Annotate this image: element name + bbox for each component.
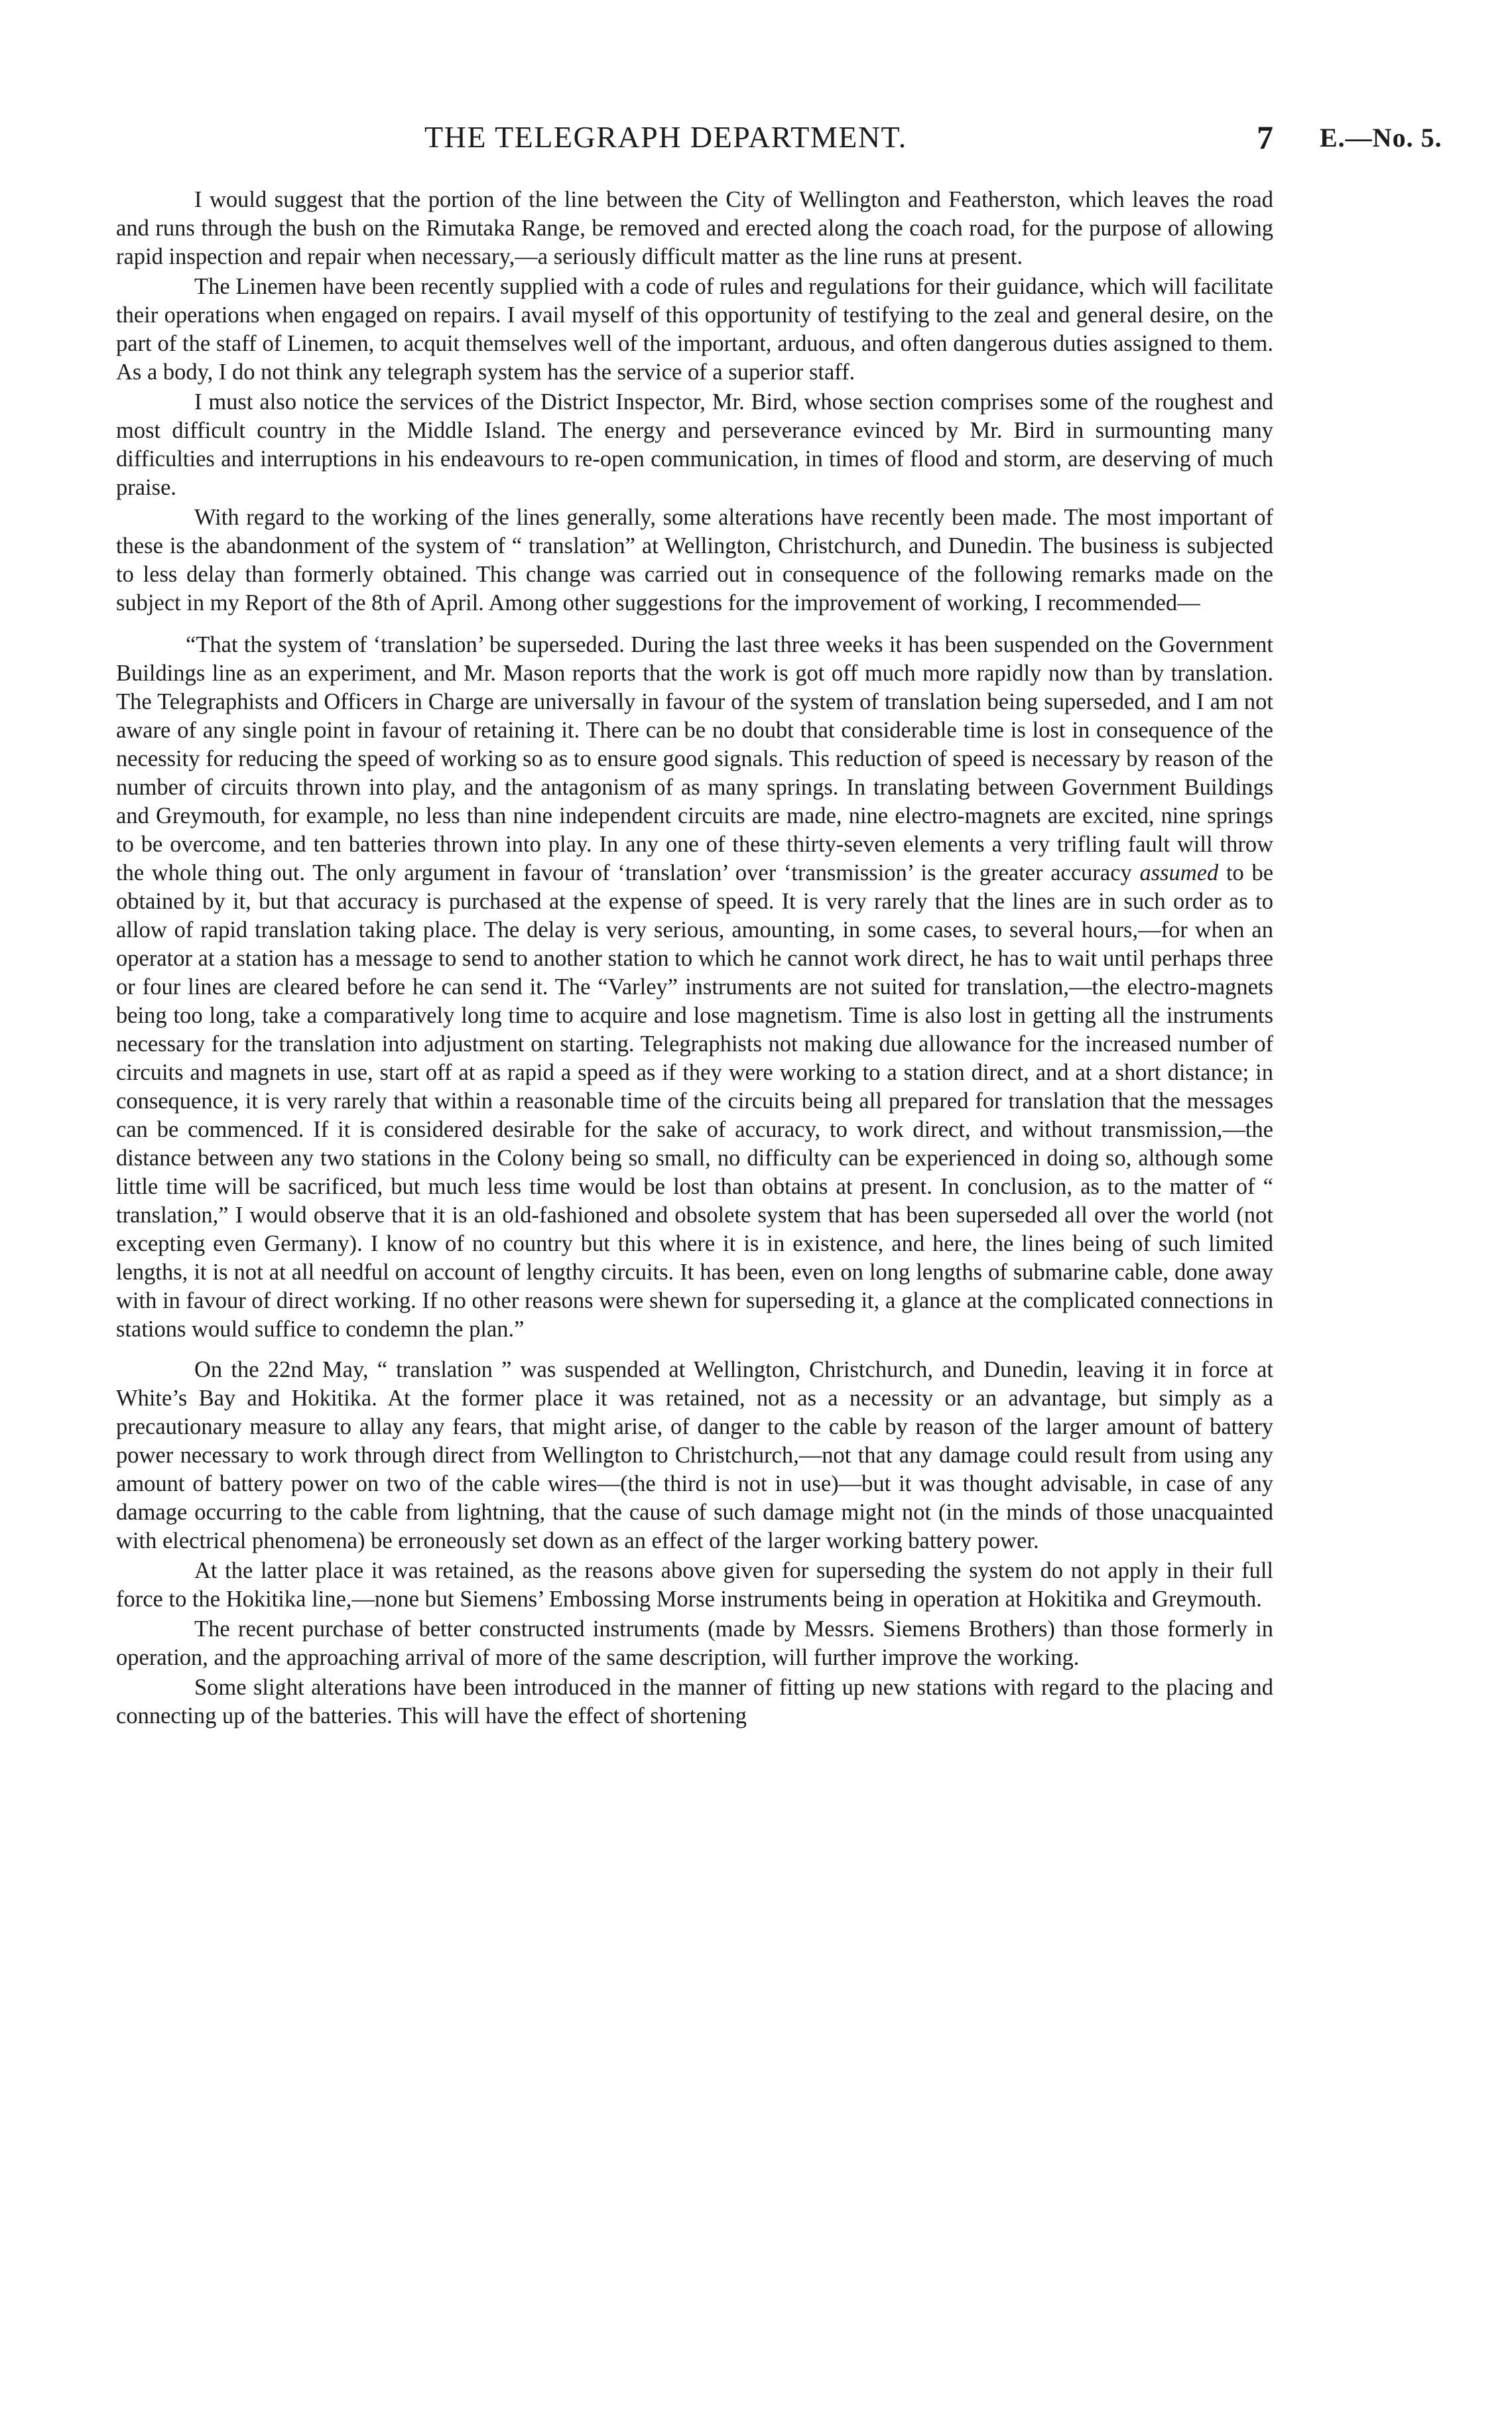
page-number: 7 [1257,119,1273,156]
paragraph-22nd-may: On the 22nd May, “ translation ” was suspended at Wellington, Christchurch, and Dunedin, leaving it in force at White’s Bay and Hokitika. At the former place it was retained, not as a necessity or an advantage, but simply as a precautionary measure to allay any fears, that might arise, of danger to the cable by reason of the larger amount of battery power necessary to work through direct from Wellington to Christchurch,—not that any damage could result from using any amount of battery power on two of the cable wires—(the third is not in use)—but it was thought advisable, in case of any damage occurring to the cable from lightning, that the cause of such damage might not (in the minds of those unacquainted with electrical phenomena) be erroneously set down as an effect of the larger working battery power. [116,1357,1273,1553]
body-text [116,186,1273,1732]
running-title: THE TELEGRAPH DEPARTMENT. [424,120,907,154]
quote-part-1: “That the system of ‘translation’ be superseded. During the last three weeks it has been suspended on the Government Buildings line as an experiment, and Mr. Mason reports that the work is got off much more rapidly now than by translation. The Telegraphists and Officers in Charge are universally in favour of the system of translation being superseded, and I am not aware of any single point in favour of retaining it. There can be no doubt that considerable time is lost in consequence of the necessity for reducing the speed of working so as to ensure good signals. This reduction of speed is necessary by reason of the number of circuits thrown into play, and the antagonism of as many springs. In translating between Government Buildings and Greymouth, for example, no less than nine independent circuits are made, nine electro-magnets are excited, nine springs to be overcome, and ten batteries thrown into play. In any one of these thirty-seven elements a very trifling fault will throw the whole thing out. The only argument in favour of ‘translation’ over ‘transmission’ is the greater accuracy [116,632,1273,885]
paragraph-working-of-lines: With regard to the working of the lines generally, some alterations have recently been made. The most important of these is the abandonment of the system of “ translation” at Wellington, Christchurch, and Dunedin. The business is subjected to less delay than formerly obtained. This change was carried out in consequence of the following remarks made on the subject in my Report of the 8th of April. Among other suggestions for the improvement of working, I recommended— [116,505,1273,616]
paragraph-district-inspector: I must also notice the services of the District Inspector, Mr. Bird, whose section comprises some of the roughest and most difficult country in the Middle Island. The energy and perseverance evinced by Mr. Bird in surmounting many difficulties and interruptions in his endeavours to re-open communication, in times of flood and storm, are deserving of much praise. [116,389,1273,500]
paragraph-siemens-instruments: The recent purchase of better constructed instruments (made by Messrs. Siemens Brothers) than those formerly in operation, and the approaching arrival of more of the same description, will further improve the working. [116,1616,1273,1670]
page-header [0,119,1512,166]
paragraph-linemen: The Linemen have been recently supplied with a code of rules and regulations for their guidance, which will facilitate their operations when engaged on repairs. I avail myself of this opportunity of testifying to the zeal and general desire, on the part of the staff of Linemen, to acquit themselves well of the important, arduous, and often dangerous duties assigned to them. As a body, I do not think any telegraph system has the service of a superior staff. [116,274,1273,385]
quote-part-2: to be obtained by it, but that accuracy is purchased at the expense of speed. It is very rarely that the lines are in such order as to allow of rapid translation taking place. The delay is very serious, amounting, in some cases, to several hours,—for when an operator at a station has a message to send to another station to which he cannot work direct, he has to wait until perhaps three or four lines are cleared before he can send it. The “Varley” instruments are not suited for translation,—the electro-magnets being too long, take a comparatively long time to acquire and lose magnetism. Time is also lost in getting all the instruments necessary for the translation into adjustment on starting. Telegraphists not making due allowance for the increased number of circuits and magnets in use, start off at as rapid a speed as if they were working to a station direct, and at a short distance; in consequence, it is very rarely that within a reasonable time of the circuits being all prepared for translation that the messages can be commenced. If it is considered desirable for the sake of accuracy, to work direct, and without transmission,—the distance between any two stations in the Colony being so small, no difficulty can be experienced in doing so, although some little time will be sacrificed, but much less time would be lost than obtains at present. In conclusion, as to the matter of “ translation,” I would observe that it is an old-fashioned and obsolete system that has been superseded all over the world (not excepting even Germany). I know of no country but this where it is in existence, and here, the lines being of such limited lengths, it is not at all needful on account of lengthy circuits. It has been, even on long lengths of submarine cable, done away with in favour of direct working. If no other reasons were shewn for superseding it, a glance at the complicated connections in stations would suffice to condemn the plan.” [116,860,1274,1342]
paragraph-rimutaka-line: I would suggest that the portion of the line between the City of Wellington and Featherston, which leaves the road and runs through the bush on the Rimutaka Range, be removed and erected along the coach road, for the purpose of allowing rapid inspection and repair when necessary,—a seriously difficult matter as the line runs at present. [116,187,1273,269]
quoted-report [116,631,1273,1344]
quote-emphasis: assumed [1139,860,1219,885]
paragraph-batteries: Some slight alterations have been introduced in the manner of fitting up new stations with regard to the placing and connecting up of the batteries. This will have the effect of shortening [116,1675,1273,1728]
paper-code: E.—No. 5. [1320,123,1442,153]
paragraph-hokitika: At the latter place it was retained, as the reasons above given for superseding the system do not apply in their full force to the Hokitika line,—none but Siemens’ Embossing Morse instruments being in operation at Hokitika and Greymouth. [116,1558,1273,1612]
